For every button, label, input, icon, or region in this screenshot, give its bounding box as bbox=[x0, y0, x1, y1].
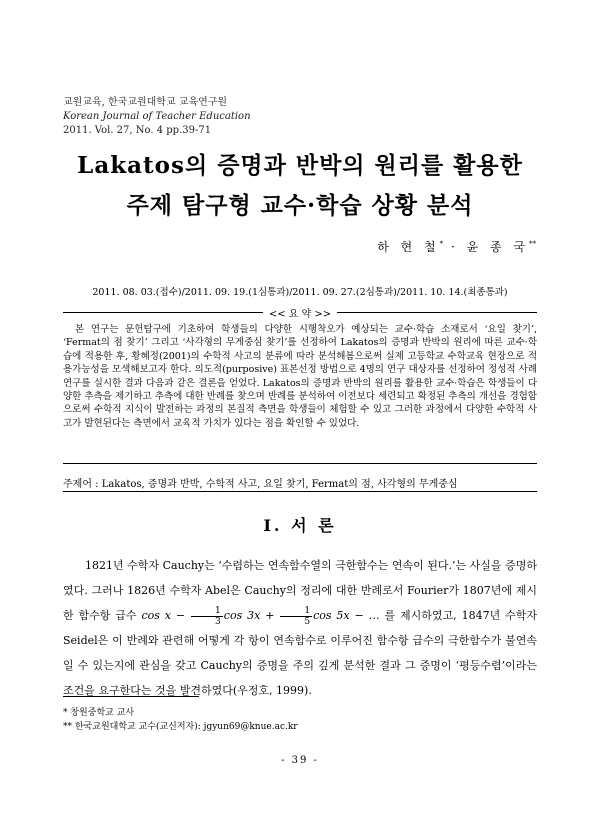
journal-name-english: Korean Journal of Teacher Education bbox=[63, 111, 251, 122]
fraction-2-numerator: 1 bbox=[280, 606, 312, 617]
journal-volume: 2011. Vol. 27, No. 4 pp.39-71 bbox=[63, 125, 212, 136]
journal-info bbox=[63, 96, 251, 138]
body-paragraph bbox=[63, 553, 537, 703]
math-plus: + bbox=[260, 609, 280, 622]
author-2-mark: ** bbox=[529, 240, 536, 248]
footnotes bbox=[63, 706, 298, 734]
journal-name-korean: 교원교육, 한국교원대학교 교육연구원 bbox=[63, 97, 228, 108]
keywords-divider bbox=[63, 491, 537, 492]
footnote-divider bbox=[63, 696, 199, 697]
fraction-one-third bbox=[191, 606, 223, 627]
abstract-divider bbox=[63, 463, 537, 464]
fraction-1-denominator: 3 bbox=[215, 616, 221, 627]
body-segment-1: 1821년 수학자 Cauchy는 ‘수렴하는 연속함수열의 극한함수는 연속이 된다.’는 사실을 증명하였다. 그러나 1826년 수학자 Abel은 Cauchy의 정리에 대한 반례로서 Fourier가 1807년에 제시한 함수항 급수 bbox=[63, 559, 537, 622]
abstract-heading-label: << 요 약 >> bbox=[268, 309, 332, 320]
footnote-1: * 창원중학교 교사 bbox=[63, 708, 135, 718]
footnote-2: ** 한국교원대학교 교수(교신저자): jgyun69@knue.ac.kr bbox=[63, 722, 298, 732]
body-segment-2: 를 제시하였고, 1847년 수학자 Seidel은 이 반례와 관련해 어떻게 각 항이 연속함수로 이루어진 함수항 급수의 극한함수가 불연속일 수 있는지에 관심을 갖고 Cauchy의 증명을 주의 깊게 분석한 결과 그 증명이 ‘평등수렴’이라는 조건을 요구한다는 것을 발견하였다(우정호, 1999). bbox=[63, 609, 537, 697]
author-2: 윤 종 국 bbox=[466, 240, 529, 254]
math-minus: − bbox=[171, 609, 191, 622]
author-1-mark: * bbox=[439, 240, 444, 248]
author-list bbox=[377, 238, 536, 255]
math-tail: − … bbox=[349, 609, 385, 622]
abstract-text: 본 연구는 문헌탐구에 기초하여 학생들의 다양한 시행착오가 예상되는 교수·학습 소재로서 ‘요일 찾기’, ‘Fermat의 점 찾기’ 그리고 ‘사각형의 무게중심 찾기’를 선정하여 Lakatos의 증명과 반박의 원리에 따른 교수·학습에 적용한 후, 황혜정(2001)의 수학적 사고의 분류에 따라 분석해봄으로써 실제 고등학교 수학교육 현장으로 적용가능성을 모색해보고자 한다. 의도적(purposive) 표본선정 방법으로 4명의 연구 대상자를 선정하여 정성적 사례연구를 실시한 결과 다음과 같은 결론을 얻었다. Lakatos의 증명과 반박의 원리를 활용한 교수·학습은 학생들이 다양한 추측을 제기하고 추측에 대한 반례를 찾으며 반례를 분석하여 이전보다 세련되고 확정된 추측의 개선을 경험함으로써 수학적 지식이 발전하는 과정의 본질적 측면을 학생들이 체험할 수 있고 그러한 과정에서 다양한 수학적 사고가 발현된다는 측면에서 교육적 가치가 있다는 점을 확인할 수 있었다. bbox=[63, 324, 537, 429]
section-heading: Ⅰ. 서 론 bbox=[263, 516, 337, 535]
math-term-cos-x: cos x bbox=[141, 609, 172, 622]
fraction-one-fifth bbox=[280, 606, 312, 627]
page-number: - 39 - bbox=[281, 755, 319, 766]
paper-title-line-2: 주제 탐구형 교수·학습 상황 분석 bbox=[126, 192, 474, 219]
math-term-cos-5x: cos 5x bbox=[313, 609, 350, 622]
keywords: 주제어 : Lakatos, 증명과 반박, 수학적 사고, 요일 찾기, Fermat의 점, 사각형의 무게중심 bbox=[63, 479, 458, 490]
paper-title-line-1: Lakatos의 증명과 반박의 원리를 활용한 bbox=[77, 152, 523, 179]
review-dates: 2011. 08. 03.(접수)/2011. 09. 19.(1심통과)/2011. 09. 27.(2심통과)/2011. 10. 14.(최종통과) bbox=[92, 287, 508, 298]
author-separator: · bbox=[450, 240, 459, 254]
body-text bbox=[63, 553, 537, 703]
abstract-heading bbox=[63, 305, 537, 319]
fraction-1-numerator: 1 bbox=[191, 606, 223, 617]
fraction-2-denominator: 5 bbox=[304, 616, 311, 627]
author-1: 하 현 철 bbox=[377, 240, 440, 254]
math-term-cos-3x: cos 3x bbox=[223, 609, 261, 622]
abstract-heading-rule-right bbox=[337, 312, 537, 313]
